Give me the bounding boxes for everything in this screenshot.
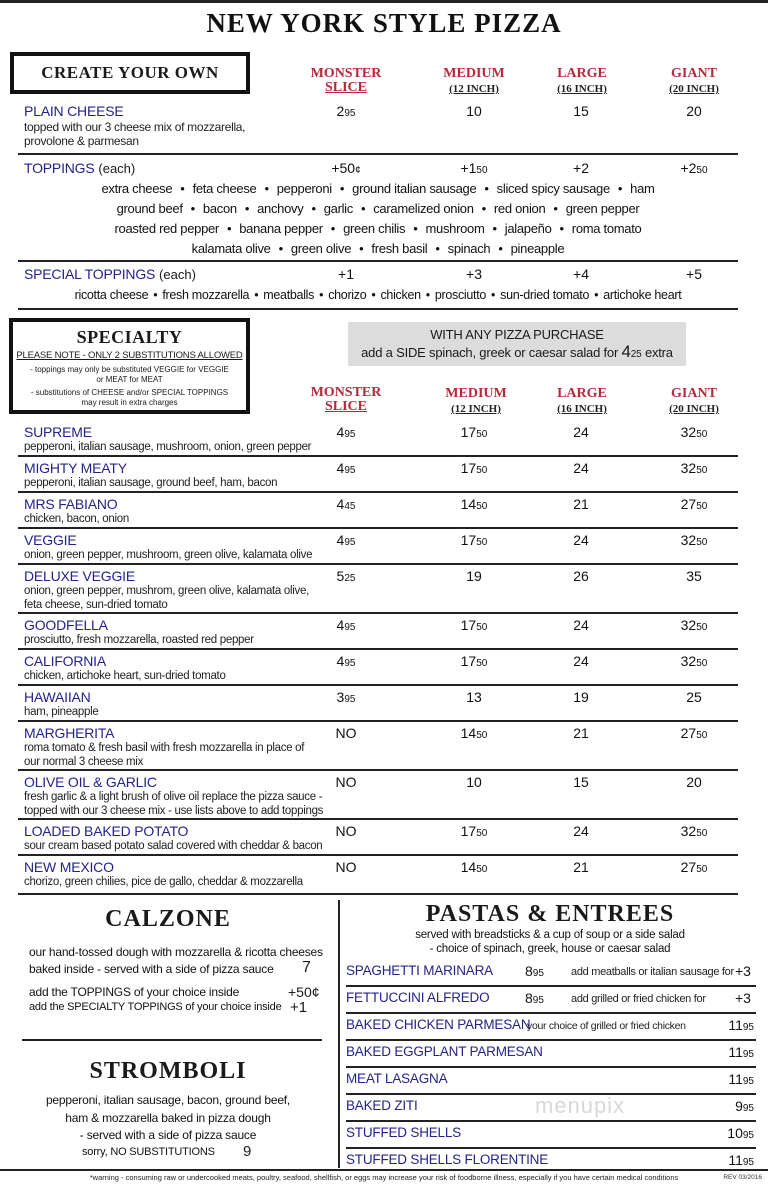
pasta-item-name: BAKED EGGPLANT PARMESAN (346, 1044, 543, 1059)
item-desc: provolone & parmesan (24, 134, 139, 148)
size-header-medium (424, 67, 524, 96)
specialty-price: 24 (573, 532, 589, 548)
divider (346, 1039, 756, 1041)
special-price-monster: +1 (338, 266, 354, 282)
calzone-price: 7 (302, 959, 311, 976)
specialty-item-name: MIGHTY MEATY (24, 460, 127, 476)
size-label: SLICE (324, 80, 368, 95)
specialty-price: 35 (686, 568, 702, 584)
pasta-item-name: FETTUCCINI ALFREDO (346, 990, 490, 1005)
specialty-price: 21 (573, 859, 589, 875)
size-header-large: LARGE (16 INCH) (557, 386, 607, 415)
stromboli-heading: STROMBOLI (89, 1058, 247, 1084)
specialty-price: 3250 (680, 823, 708, 839)
stromboli-desc: ham & mozzarella baked in pizza dough (65, 1111, 271, 1125)
special-price-medium: +3 (466, 266, 482, 282)
divider (346, 1066, 756, 1068)
specialty-price: 24 (573, 424, 589, 440)
specialty-price: NO (335, 725, 357, 741)
pasta-price: 1195 (728, 1071, 754, 1087)
specialty-price: 1750 (460, 460, 488, 476)
specialty-price: 1450 (460, 859, 488, 875)
specialty-price: 24 (573, 617, 589, 633)
special-price-large: +4 (573, 266, 589, 282)
divider (18, 455, 738, 457)
specialty-item-desc: our normal 3 cheese mix (24, 756, 144, 768)
specialty-item-desc: pepperoni, italian sausage, mushroom, onion, green pepper (24, 441, 312, 453)
toppings-label: TOPPINGS (24, 160, 95, 176)
pastas-sub: - choice of spinach, greek, house or caesar salad (429, 943, 671, 955)
specialty-price: 3250 (680, 653, 708, 669)
specialty-item-desc: feta cheese, sun-dried tomato (24, 599, 168, 611)
specialty-item-desc: prosciutto, fresh mozzarella, roasted red pepper (24, 634, 254, 646)
substitution-rule: - substitutions of CHEESE and/or SPECIAL TOPPINGS (30, 388, 229, 397)
specialty-price: 1750 (460, 653, 488, 669)
pasta-item-name: STUFFED SHELLS FLORENTINE (346, 1152, 549, 1167)
specialty-price: 13 (466, 689, 482, 705)
specialty-price: 395 (336, 689, 356, 705)
pasta-price: 895 (525, 990, 544, 1006)
specialty-price: 19 (466, 568, 482, 584)
topping-price-monster: +50¢ (331, 160, 361, 176)
calzone-heading: CALZONE (105, 906, 231, 932)
divider (18, 769, 738, 771)
specialty-item-name: NEW MEXICO (24, 859, 114, 875)
pasta-item-name: MEAT LASAGNA (346, 1071, 448, 1086)
revision-date: REV 03/2016 (723, 1174, 762, 1181)
specialty-price: 525 (336, 568, 356, 584)
specialty-price: 26 (573, 568, 589, 584)
size-header-monster: MONSTER SLICE (310, 385, 382, 414)
specialty-item-name: HAWAIIAN (24, 689, 91, 705)
pastas-sub: served with breadsticks & a cup of soup or a side salad (415, 929, 685, 941)
stromboli-desc: pepperoni, italian sausage, bacon, ground beef, (45, 1093, 291, 1107)
divider (18, 563, 738, 565)
toppings-heading (24, 160, 135, 176)
toppings-line: ground beef • bacon • anchovy • garlic • caramelized onion • red onion • green pepper (116, 201, 640, 216)
size-header-monster (296, 67, 396, 95)
specialty-price: 1750 (460, 823, 488, 839)
specialty-item-name: VEGGIE (24, 532, 77, 548)
special-toppings-list: ricotta cheese • fresh mozzarella • meatballs • chorizo • chicken • prosciutto • sun-dried tomato • artichoke heart (74, 288, 682, 302)
pasta-addon-price: +3 (735, 963, 751, 979)
pasta-addon-price: +3 (735, 990, 751, 1006)
special-price-giant: +5 (686, 266, 702, 282)
size-header-large (532, 67, 632, 96)
specialty-price: 25 (686, 689, 702, 705)
specialty-price: NO (335, 774, 357, 790)
calzone-desc: baked inside - served with a side of pizza sauce (29, 962, 274, 976)
specialty-price: 1750 (460, 532, 488, 548)
divider (346, 985, 756, 987)
specialty-price: 3250 (680, 460, 708, 476)
specialty-price: 20 (686, 774, 702, 790)
pasta-price: 995 (735, 1098, 754, 1114)
specialty-item-name: SUPREME (24, 424, 92, 440)
specialty-price: 3250 (680, 532, 708, 548)
create-your-own-heading-box (10, 52, 250, 94)
specialty-item-name: MARGHERITA (24, 725, 115, 741)
specialty-item-name: CALIFORNIA (24, 653, 107, 669)
specialty-price: 1750 (460, 424, 488, 440)
specialty-item-desc: topped with our 3 cheese mix - use lists above to add toppings (24, 805, 324, 817)
specialty-item-desc: chicken, artichoke heart, sun-dried tomato (24, 670, 226, 682)
toppings-line: kalamata olive • green olive • fresh basil • spinach • pineapple (191, 241, 565, 256)
specialty-price: 3250 (680, 424, 708, 440)
pasta-item-name: BAKED ZITI (346, 1098, 418, 1113)
specialty-item-desc: onion, green pepper, mushroom, green olive, kalamata olive (24, 549, 313, 561)
size-sub: (16 INCH) (557, 83, 607, 95)
specialty-item-desc: sour cream based potato salad covered with cheddar & bacon (24, 840, 323, 852)
specialty-price: 2750 (680, 496, 708, 512)
specialty-price: 10 (466, 774, 482, 790)
special-toppings-label: SPECIAL TOPPINGS (24, 266, 156, 282)
specialty-item-name: DELUXE VEGGIE (24, 568, 135, 584)
each-label: (each) (159, 267, 196, 282)
specialty-price: 495 (336, 424, 356, 440)
divider (346, 1120, 756, 1122)
divider (0, 1169, 768, 1171)
calzone-add-special-price: +1 (290, 999, 308, 1016)
size-sub: (20 INCH) (669, 83, 719, 95)
divider (18, 684, 738, 686)
size-header-giant: GIANT (20 INCH) (669, 386, 719, 415)
substitution-rule: or MEAT for MEAT (96, 375, 163, 384)
pasta-price: 1195 (728, 1152, 754, 1168)
divider (22, 1039, 322, 1041)
specialty-price: NO (335, 859, 357, 875)
divider (18, 720, 738, 722)
size-header-giant (644, 67, 744, 96)
substitution-rule: - toppings may only be substituted VEGGIE for VEGGIE (30, 365, 229, 374)
substitution-note: PLEASE NOTE - ONLY 2 SUBSTITUTIONS ALLOWED (16, 350, 243, 361)
pasta-item-name: SPAGHETTI MARINARA (346, 963, 493, 978)
specialty-item-desc: roma tomato & fresh basil with fresh mozzarella in place of (24, 742, 305, 754)
special-toppings-heading (24, 266, 196, 282)
specialty-price: 24 (573, 823, 589, 839)
pasta-price: 895 (525, 963, 544, 979)
size-label: GIANT (671, 66, 717, 81)
size-label: LARGE (557, 66, 607, 81)
divider (18, 260, 738, 262)
specialty-heading-box (9, 318, 250, 414)
divider (18, 527, 738, 529)
specialty-price: 1450 (460, 725, 488, 741)
specialty-price: 1750 (460, 617, 488, 633)
specialty-price: 15 (573, 774, 589, 790)
size-sub: (12 INCH) (449, 83, 499, 95)
calzone-add-special: add the SPECIALTY TOPPINGS of your choice inside (29, 1001, 282, 1013)
specialty-item-desc: pepperoni, italian sausage, ground beef, ham, bacon (24, 477, 278, 489)
divider (346, 1147, 756, 1149)
food-warning: *warning - consuming raw or undercooked meats, poultry, seafood, shellfish, or eggs may increase your risk of foodborne illness, especially if you have certain medical conditions (89, 1173, 679, 1182)
specialty-item-desc: fresh garlic & a light brush of olive oil replace the pizza sauce - (24, 791, 323, 803)
divider (18, 308, 738, 310)
topping-price-giant: +250 (680, 160, 708, 176)
specialty-price: 495 (336, 617, 356, 633)
calzone-add-toppings: add the TOPPINGS of your choice inside (29, 985, 240, 999)
pasta-price: 1095 (727, 1125, 754, 1141)
divider (18, 612, 738, 614)
divider (346, 1012, 756, 1014)
specialty-price: 19 (573, 689, 589, 705)
calzone-add-toppings-price: +50¢ (288, 984, 320, 1000)
specialty-heading: SPECIALTY (76, 327, 183, 347)
watermark: menupix (535, 1093, 626, 1118)
offer-line2: add a SIDE spinach, greek or caesar salad for 425 extra (361, 342, 673, 361)
pasta-addon-note: add meatballs or italian sausage for (571, 966, 734, 978)
stromboli-note: sorry, NO SUBSTITUTIONS (82, 1146, 215, 1158)
specialty-price: 495 (336, 653, 356, 669)
price-large: 15 (573, 103, 589, 119)
pasta-item-name: STUFFED SHELLS (346, 1125, 461, 1140)
toppings-line: extra cheese • feta cheese • pepperoni • ground italian sausage • sliced spicy sausage • ham (101, 181, 655, 196)
specialty-item-name: OLIVE OIL & GARLIC (24, 774, 157, 790)
specialty-price: 1450 (460, 496, 488, 512)
create-your-own-heading: CREATE YOUR OWN (41, 63, 219, 82)
toppings-line: roasted red pepper • banana pepper • green chilis • mushroom • jalapeño • roma tomato (114, 221, 642, 236)
specialty-price: NO (335, 823, 357, 839)
specialty-price: 495 (336, 460, 356, 476)
pasta-note: your choice of grilled or fried chicken (527, 1020, 686, 1032)
calzone-desc: our hand-tossed dough with mozzarella & ricotta cheeses (29, 945, 323, 959)
pasta-price: 1195 (728, 1044, 754, 1060)
size-label: MONSTER (310, 66, 382, 81)
pasta-addon-note: add grilled or fried chicken for (571, 993, 706, 1005)
divider (18, 818, 738, 820)
pastas-heading: PASTAS & ENTREES (425, 901, 675, 927)
price-medium: 10 (466, 103, 482, 119)
divider (18, 854, 738, 856)
substitution-rule: may result in extra charges (81, 398, 178, 407)
page-title: NEW YORK STYLE PIZZA (206, 8, 562, 38)
specialty-item-desc: ham, pineapple (24, 706, 99, 718)
stromboli-price: 9 (243, 1143, 252, 1160)
specialty-item-name: GOODFELLA (24, 617, 108, 633)
side-salad-offer (348, 322, 686, 366)
specialty-item-name: MRS FABIANO (24, 496, 118, 512)
specialty-price: 445 (336, 496, 356, 512)
price-monster: 295 (336, 103, 356, 119)
specialty-price: 2750 (680, 859, 708, 875)
pasta-item-name: BAKED CHICKEN PARMESAN (346, 1017, 531, 1032)
offer-line1: WITH ANY PIZZA PURCHASE (430, 327, 604, 342)
specialty-item-desc: onion, green pepper, mushrom, green olive, kalamata olive, (24, 585, 309, 597)
specialty-item-desc: chorizo, green chilies, pice de gallo, cheddar & mozzarella (24, 876, 303, 888)
vertical-divider (338, 900, 340, 1168)
top-border (0, 0, 768, 3)
size-label: MEDIUM (443, 66, 505, 81)
divider (18, 893, 738, 895)
topping-price-medium: +150 (460, 160, 488, 176)
specialty-price: 495 (336, 532, 356, 548)
stromboli-desc: - served with a side of pizza sauce (79, 1128, 257, 1142)
topping-price-large: +2 (573, 160, 589, 176)
toppings-list (18, 179, 738, 259)
specialty-price: 3250 (680, 617, 708, 633)
specialty-item-desc: chicken, bacon, onion (24, 513, 129, 525)
item-plain-cheese: PLAIN CHEESE (24, 103, 124, 119)
divider (18, 153, 738, 155)
specialty-price: 21 (573, 496, 589, 512)
specialty-price: 24 (573, 460, 589, 476)
specialty-price: 21 (573, 725, 589, 741)
specialty-price: 2750 (680, 725, 708, 741)
price-giant: 20 (686, 103, 702, 119)
specialty-item-name: LOADED BAKED POTATO (24, 823, 189, 839)
each-label: (each) (98, 161, 136, 176)
divider (18, 648, 738, 650)
specialty-price: 24 (573, 653, 589, 669)
pasta-price: 1195 (728, 1017, 754, 1033)
item-desc: topped with our 3 cheese mix of mozzarella, (24, 120, 246, 134)
size-header-medium: MEDIUM (12 INCH) (445, 386, 507, 415)
divider (18, 491, 738, 493)
